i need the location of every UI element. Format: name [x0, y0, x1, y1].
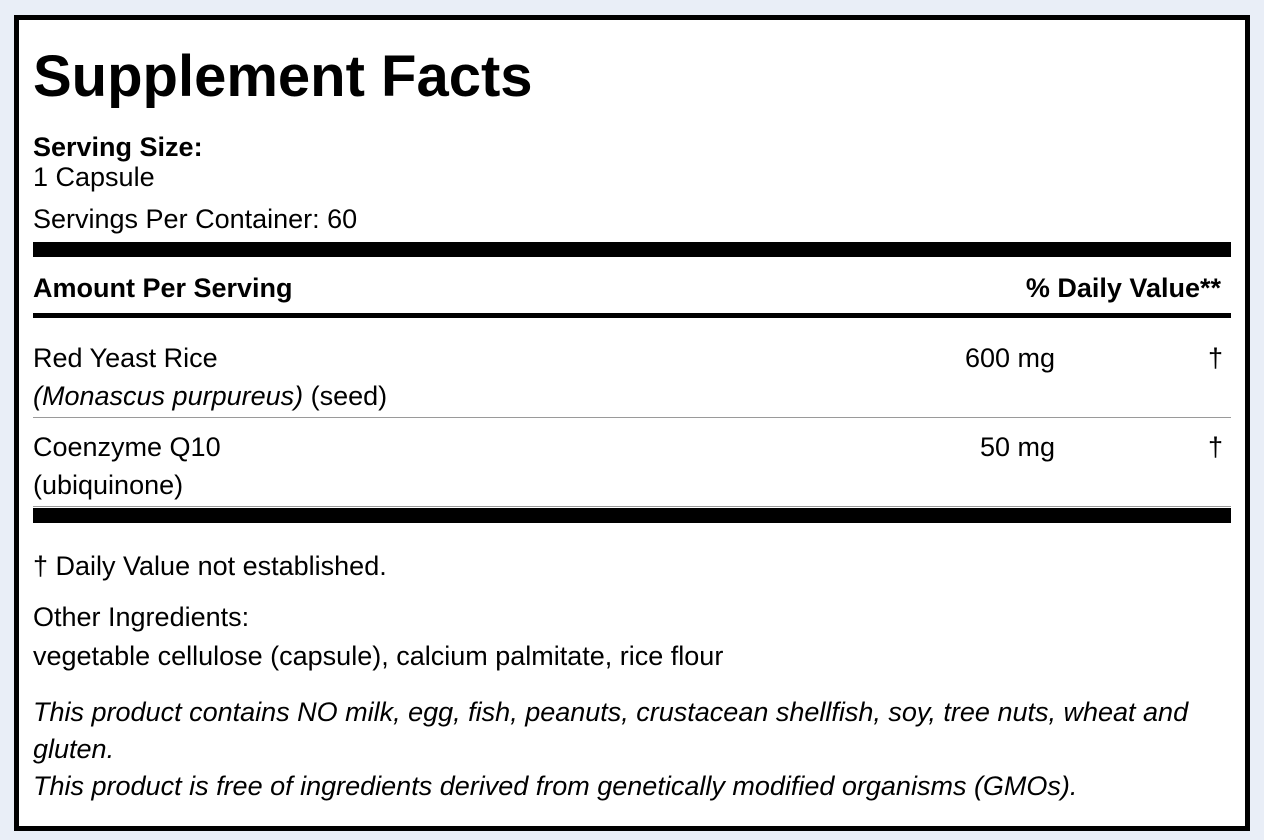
- ingredient-daily-value: †: [1207, 343, 1223, 373]
- ingredient-detail: [33, 469, 183, 501]
- other-ingredients-list: vegetable cellulose (capsule), calcium palmitate, rice flour: [33, 641, 724, 671]
- ingredient-part: (ubiquinone): [33, 470, 184, 500]
- panel-title: Supplement Facts: [33, 44, 533, 109]
- ingredient-daily-value: †: [1207, 432, 1223, 462]
- amount-per-serving-header: Amount Per Serving: [33, 273, 293, 303]
- ingredient-name: Red Yeast Rice: [33, 343, 218, 373]
- ingredient-detail: [33, 380, 387, 412]
- ingredient-botanical-name: (Monascus purpureus): [33, 381, 304, 411]
- other-ingredients-label: Other Ingredients:: [33, 602, 250, 632]
- gmo-statement: This product is free of ingredients derived from genetically modified organisms (GMOs).: [33, 771, 1078, 801]
- divider-thick-bottom: [33, 508, 1231, 523]
- divider-row: [33, 506, 1231, 507]
- ingredient-amount: 600 mg: [964, 343, 1055, 373]
- divider-row: [33, 417, 1231, 418]
- divider-header: [33, 313, 1231, 318]
- allergen-statements: [33, 694, 1223, 805]
- daily-value-header: % Daily Value**: [1025, 273, 1221, 303]
- serving-size-value: 1 Capsule: [33, 162, 155, 192]
- supplement-facts-panel: [14, 15, 1250, 831]
- ingredient-part: (seed): [303, 381, 388, 411]
- servings-per-container: Servings Per Container: 60: [33, 204, 358, 234]
- ingredient-amount: 50 mg: [979, 432, 1055, 462]
- daily-value-footnote: † Daily Value not established.: [33, 551, 387, 581]
- divider-thick-top: [33, 242, 1231, 257]
- ingredient-name: Coenzyme Q10: [33, 432, 221, 462]
- serving-size-label: Serving Size:: [33, 132, 203, 162]
- allergen-statement: This product contains NO milk, egg, fish, peanuts, crustacean shellfish, soy, tree nuts, wheat and gluten.: [33, 697, 1189, 764]
